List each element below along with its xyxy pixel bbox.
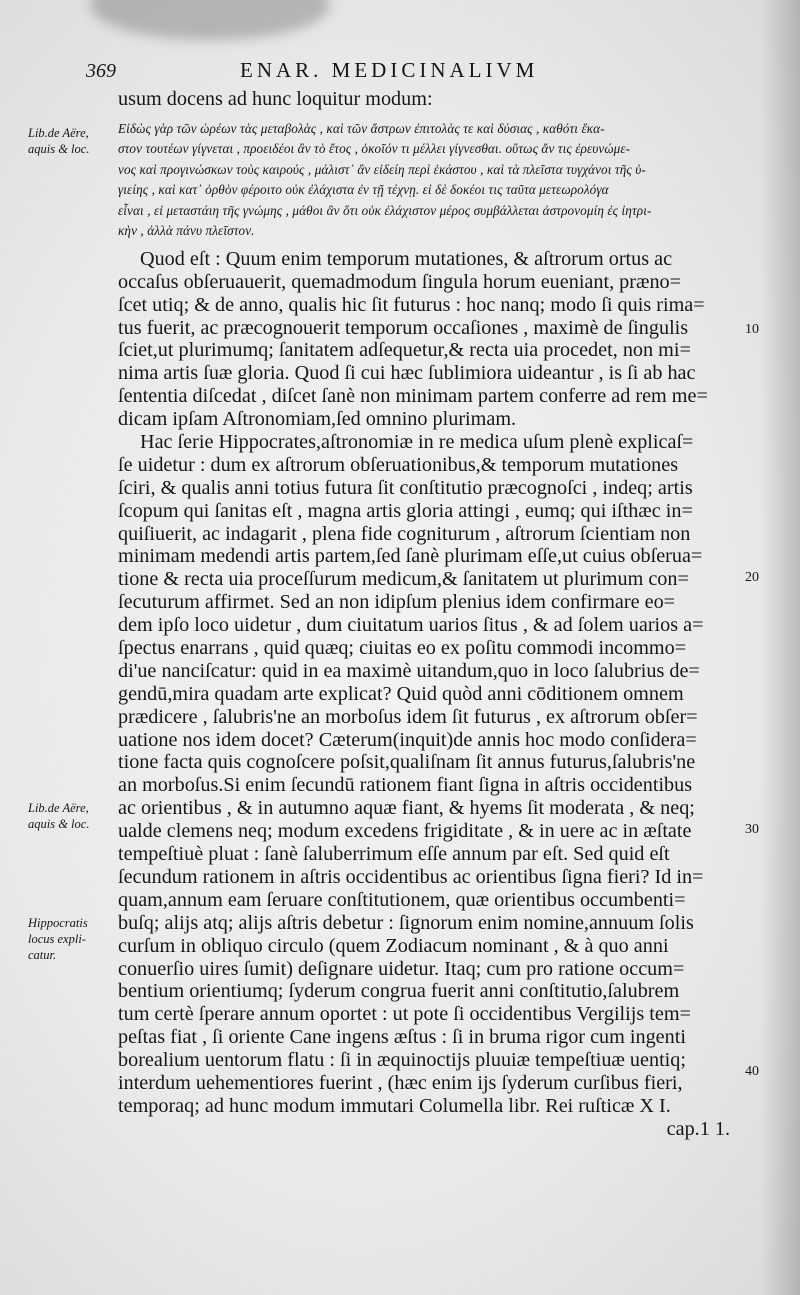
page-number: 369 (86, 60, 116, 82)
text-line: buſq; alijs atq; alijs aſtris debetur : ſignorum enim nomine,annuum ſolis (118, 911, 694, 934)
text-line: dicam ipſam Aſtronomiam,ſed omnino plurimam. (118, 408, 517, 431)
text-line: ſecuturum affirmet. Sed an non idipſum plenius idem confirmare eo= (118, 591, 676, 614)
text-line: ualde clemens neq; modum excedens frigiditate , & in uere ac in æſtate (118, 820, 692, 843)
text-line: tione & recta uia proceſſurum medicum,& ſanitatem ut plurimum con= (118, 568, 689, 591)
text-line: ſcet utiq; & de anno, qualis hic ſit futurus : hoc nanq; modo ſi quis rima= (118, 293, 705, 316)
text-line: curſum in obliquo circulo (quem Zodiacum nominant , & à quo anni (118, 934, 669, 957)
main-text (118, 88, 738, 1141)
text-line: ſcopum qui ſanitas eſt , magna artis gloria attingi , eumq; qui iſthæc in= (118, 499, 693, 522)
text-line: tus fuerit, ac præcognouerit temporum occaſiones , maximè de ſingulis (118, 316, 689, 339)
text-line: quiſiuerit, ac indagarit , plena fide cogniturum , aſtrorum ſcientiam non (118, 522, 691, 545)
greek-line: εἶναι , εἰ μεταστάιη τῆς γνώμης , μάθοι ἂν ὅτι οὐκ ἐλάχιστον μέρος συμβάλλεται ἀστρονομίη ἐς ἰητρι- (118, 202, 652, 218)
greek-quotation (118, 119, 738, 242)
text-line: nima artis ſuæ gloria. Quod ſi cui hæc ſublimiora uideantur , is ſi ab hac (118, 362, 696, 385)
margin-note-line: locus expli- (28, 932, 86, 946)
text-line: tione facta quis cognoſcere poſsit,qualiſnam ſit annus futurus,ſalubris'ne (118, 751, 696, 774)
text-line: tum certè ſperare annum oportet : ut pote ſi occidentibus Vergilijs tem= (118, 1003, 691, 1026)
margin-note-topic (28, 915, 118, 963)
greek-line: γιείης , καὶ κατ᾽ ὀρθὸν φέροιτο οὐκ ἐλάχιστα ἐν τῇ τέχνῃ. εἰ δὲ δοκέοι τις ταῦτα μετεωρολόγα (118, 182, 609, 198)
text-line: ſciri, & qualis anni totius futura ſit conſtitutio præcognoſci , indeq; artis (118, 476, 693, 499)
greek-line: νος καὶ προγινώσκων τοὺς καιρούς , μάλιστ᾽ ἂν εἰδείη περὶ ἑκάστου , καὶ τὰ πλεῖστα τυγχάνοι τῆς ὑ- (118, 161, 646, 177)
catchword: cap.1 1. (666, 1117, 730, 1140)
text-line: Quod eſt : Quum enim temporum mutationes, & aſtrorum ortus ac (140, 247, 673, 270)
text-line: prædicere , ſalubris'ne an morboſus idem ſit futurus , ex aſtrorum obſer= (118, 705, 698, 728)
greek-line: στον τουτέων γίγνεται , προειδέοι ἂν τὸ ἔτος , ὁκοῖόν τι μέλλει γίγνεσθαι. οὕτως ἄν τις ἐρευνώμε- (118, 141, 631, 157)
text-line: an morboſus.Si enim ſecundū rationem fiant ſigna in aſtris occidentibus (118, 774, 693, 797)
text-line: dem ipſo loco uidetur , dum ciuitatum uarios ſitus , & ad ſolem uarios a= (118, 614, 704, 637)
text-line: ſententia diſcedat , diſcet ſanè non minimam partem conferre ad rem me= (118, 385, 708, 408)
paragraph-translation (118, 248, 738, 431)
gutter-shadow (760, 0, 800, 1295)
line-number: 30 (745, 822, 759, 837)
margin-note-line: Lib.de Aëre, (28, 801, 89, 815)
margin-note-line: Lib.de Aëre, (28, 126, 89, 140)
text-line: usum docens ad hunc loquitur modum: (118, 88, 433, 110)
greek-line: Εἰδὼς γὰρ τῶν ὡρέων τὰς μεταβολὰς , καὶ τῶν ἄστρων ἐπιτολὰς τε καὶ δύσιας , καθότι ἕκα- (118, 120, 605, 136)
text-line: borealium uentorum flatu : ſi in æquinoctijs pluuiæ tempeſtiuæ uentiq; (118, 1049, 686, 1072)
margin-note-line: aquis & loc. (28, 817, 90, 831)
text-line: minimam medendi artis partem,ſed ſanè plurimam eſſe,ut cuius obſerua= (118, 545, 703, 568)
text-line: temporaq; ad hunc modum immutari Columella libr. Rei ruſticæ X I. (118, 1094, 671, 1117)
text-line: quam,annum eam ſeruare conſtitutionem, quæ orientibus occumbenti= (118, 888, 686, 911)
text-line: gendū,mira quadam arte explicat? Quid quòd anni cōditionem omnem (118, 682, 684, 705)
text-line: uatione nos idem docet? Cæterum(inquit)de annis hoc modo conſidera= (118, 728, 697, 751)
margin-note-source (28, 800, 118, 832)
margin-note-source (28, 125, 118, 157)
text-line: ac orientibus , & in autumno aquæ fiant, & hyems ſit moderata , & neq; (118, 797, 695, 820)
text-line: interdum uehementiores fuerint , (hæc enim ijs ſyderum curſibus fieri, (118, 1071, 683, 1094)
running-head: ENAR. MEDICINALIVM (240, 58, 539, 82)
paper-stain (90, 0, 330, 40)
text-line: occaſus obſeruauerit, quemadmodum ſingula horum eueniant, præno= (118, 270, 682, 293)
paragraph-commentary (118, 431, 738, 1118)
text-line: Hac ſerie Hippocrates,aſtronomiæ in re medica uſum plenè explicaſ= (140, 431, 694, 454)
text-line: di'ue nanciſcatur: quid in ea maximè uitandum,quo in loco ſalubrius de= (118, 659, 700, 682)
greek-line: κὴν , ἀλλὰ πάνυ πλεῖστον. (118, 223, 255, 239)
text-line: ſpectus enarrans , quid quæq; ciuitas eo ex poſitu commodi incommo= (118, 637, 687, 660)
line-number: 20 (745, 570, 759, 585)
text-line: ſecundum rationem in aſtris occidentibus ac orientibus ſigna fieri? Id in= (118, 865, 704, 888)
text-line: bentium orientiumq; ſyderum congrua fuerit anni conſtitutio,ſalubrem (118, 980, 680, 1003)
text-line: peſtas fiat , ſi oriente Cane ingens æſtus : ſi in bruma rigor cum ingenti (118, 1026, 686, 1049)
margin-note-line: Hippocratis (28, 916, 88, 930)
text-line: ſe uidetur : dum ex aſtrorum obſeruationibus,& temporum mutationes (118, 453, 679, 476)
text-line: ſciet,ut plurimumq; ſanitatem adſequetur,& recta uia procedet, non mi= (118, 339, 691, 362)
line-number: 40 (745, 1064, 759, 1079)
line-number: 10 (745, 322, 759, 337)
text-line: tempeſtiuè pluat : ſanè ſaluberrimum eſſe annum par eſt. Sed quid eſt (118, 843, 670, 866)
margin-note-line: catur. (28, 948, 57, 962)
text-line: conuerſio uires ſumit) deſignare uidetur. Itaq; cum pro ratione occum= (118, 957, 685, 980)
margin-note-line: aquis & loc. (28, 142, 90, 156)
